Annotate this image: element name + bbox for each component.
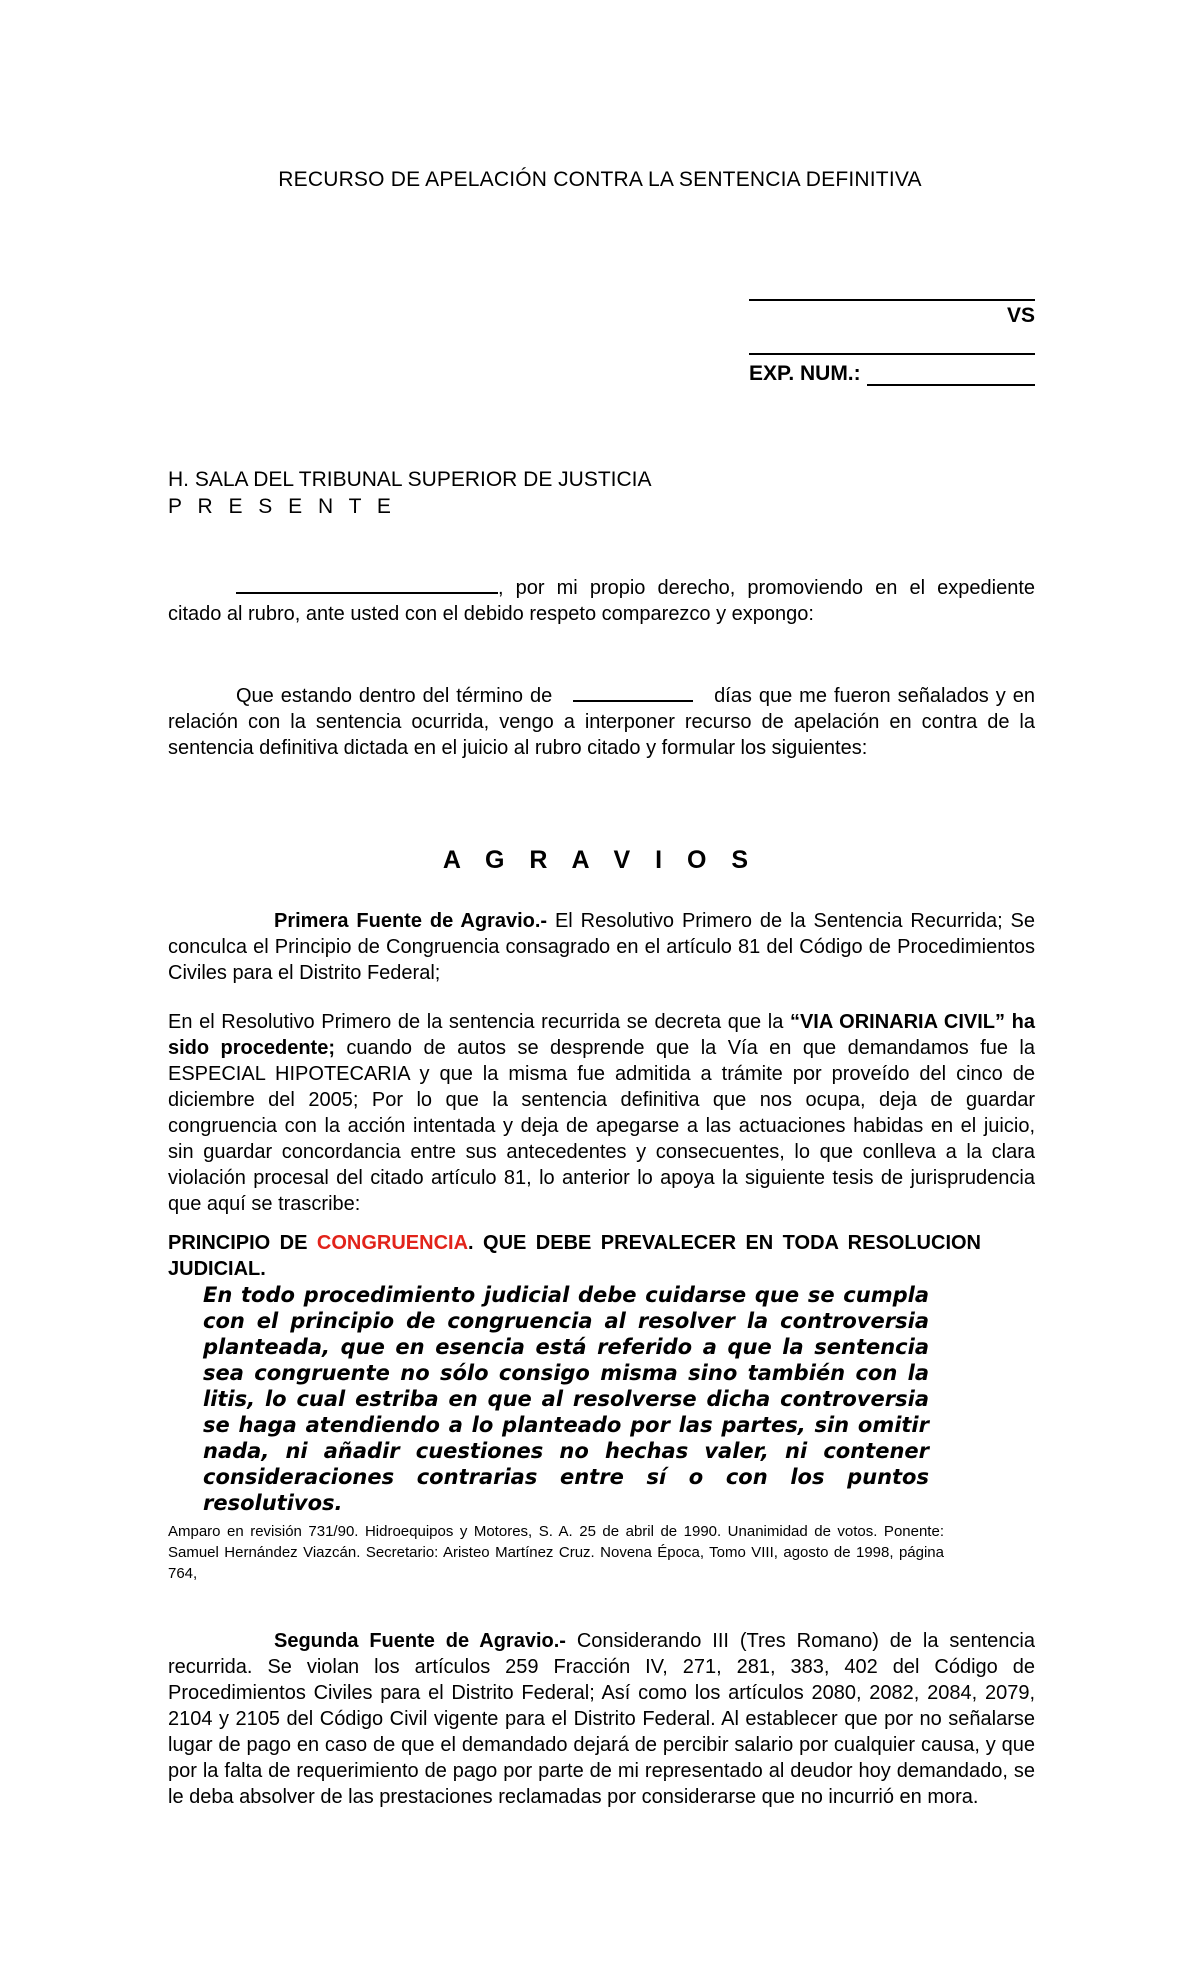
primera-fuente-paragraph (168, 908, 1035, 986)
expediente-number (749, 362, 1035, 386)
resolutivo-bold: “VIA ORINARIA CIVIL” ha sido procedente; (168, 1011, 1035, 1059)
segunda-fuente-paragraph (168, 1628, 1035, 1810)
days-blank (573, 682, 693, 702)
primera-fuente-text: El Resolutivo Primero de la Sentencia Recurrida; Se conculca el Principio de Congruencia consagrado en el artículo 81 del Código de Procedimientos Civiles para el Distrito Federal; (168, 910, 1035, 984)
tesis-title (168, 1230, 981, 1282)
vs-label: VS (1006, 304, 1035, 327)
tesis-title-part1: PRINCIPIO DE (168, 1232, 317, 1254)
intro-paragraph (168, 574, 1035, 627)
tesis-quote: En todo procedimiento judicial debe cuidarse que se cumpla con el principio de congruencia al resolver la controversia planteada, que en esencia está referido a que la sentencia sea congruente no sólo consigo misma sino también con la litis, lo cual estriba en que al resolverse dicha controversia se haga atendiendo a lo planteado por las partes, sin omitir nada, ni añadir cuestiones no hechas valer, ni contener consideraciones contrarias entre sí o con los puntos resolutivos. (203, 1283, 929, 1515)
term-text-after: días que me fueron señalados y en relación con la sentencia ocurrida, vengo a interponer recurso de apelación en contra de la sentencia definitiva dictada en el juicio al rubro citado y formular los siguientes: (168, 685, 1036, 759)
term-text-before: Que estando dentro del término de (236, 685, 553, 707)
tesis-title-congruencia: CONGRUENCIA (316, 1232, 469, 1254)
tesis-title-part2: . QUE DEBE PREVALECER EN TODA RESOLUCION JUDICIAL. (168, 1232, 982, 1280)
exp-label: EXP. NUM.: (749, 362, 861, 385)
party-b-line (749, 353, 1035, 355)
term-paragraph (168, 682, 1035, 761)
name-blank (236, 574, 498, 594)
resolutivo-text-1: En el Resolutivo Primero de la sentencia recurrida se decreta que la (168, 1011, 790, 1033)
party-a-line (749, 299, 1035, 301)
addressee-court: H. SALA DEL TRIBUNAL SUPERIOR DE JUSTICIA (168, 468, 652, 491)
agravios-heading: A G R A V I O S (442, 846, 758, 874)
segunda-fuente-label: Segunda Fuente de Agravio.- (274, 1630, 566, 1652)
resolutivo-text-2: cuando de autos se desprende que la Vía en que demandamos fue la ESPECIAL HIPOTECARIA y que la misma fue admitida a trámite por proveído del cinco de diciembre del 2005; Por lo que la sentencia definitiva que nos ocupa, deja de guardar congruencia con la acción intentada y deja de apegarse a las actuaciones habidas en el juicio, sin guardar concordancia entre sus antecedentes y consecuentes, lo que conlleva a la clara violación procesal del citado artículo 81, lo anterior lo apoya la siguiente tesis de jurisprudencia que aquí se trascribe: (168, 1037, 1035, 1215)
document-title: RECURSO DE APELACIÓN CONTRA LA SENTENCIA DEFINITIVA (278, 168, 922, 191)
intro-text: , por mi propio derecho, promoviendo en el expediente citado al rubro, ante usted con el debido respeto comparezco y expongo: (168, 577, 1035, 625)
addressee-block (168, 466, 652, 520)
segunda-fuente-text: Considerando III (Tres Romano) de la sentencia recurrida. Se violan los artículos 259 Fracción IV, 271, 281, 383, 402 del Código de Procedimientos Civiles para el Distrito Federal; Así como los artículos 2080, 2082, 2084, 2079, 2104 y 2105 del Código Civil vigente para el Distrito Federal. Al establecer que por no señalarse lugar de pago en caso de que el demandado dejará de percibir salario por cualquier causa, y que por la falta de requerimiento de pago por parte de mi representado al deudor hoy demandado, se le deba absolver de las prestaciones reclamadas por considerarse que no incurrió en mora. (168, 1630, 1035, 1808)
tesis-citation: Amparo en revisión 731/90. Hidroequipos y Motores, S. A. 25 de abril de 1990. Unanimidad de votos. Ponente: Samuel Hernández Viazcán. Secretario: Aristeo Martínez Cruz. Novena Época, Tomo VIII, agosto de 1998, página 764, (168, 1523, 944, 1582)
resolutivo-paragraph (168, 1009, 1035, 1217)
primera-fuente-label: Primera Fuente de Agravio.- (274, 910, 548, 932)
addressee-presente: P R E S E N T E (168, 495, 396, 518)
exp-number-blank (867, 364, 1035, 386)
